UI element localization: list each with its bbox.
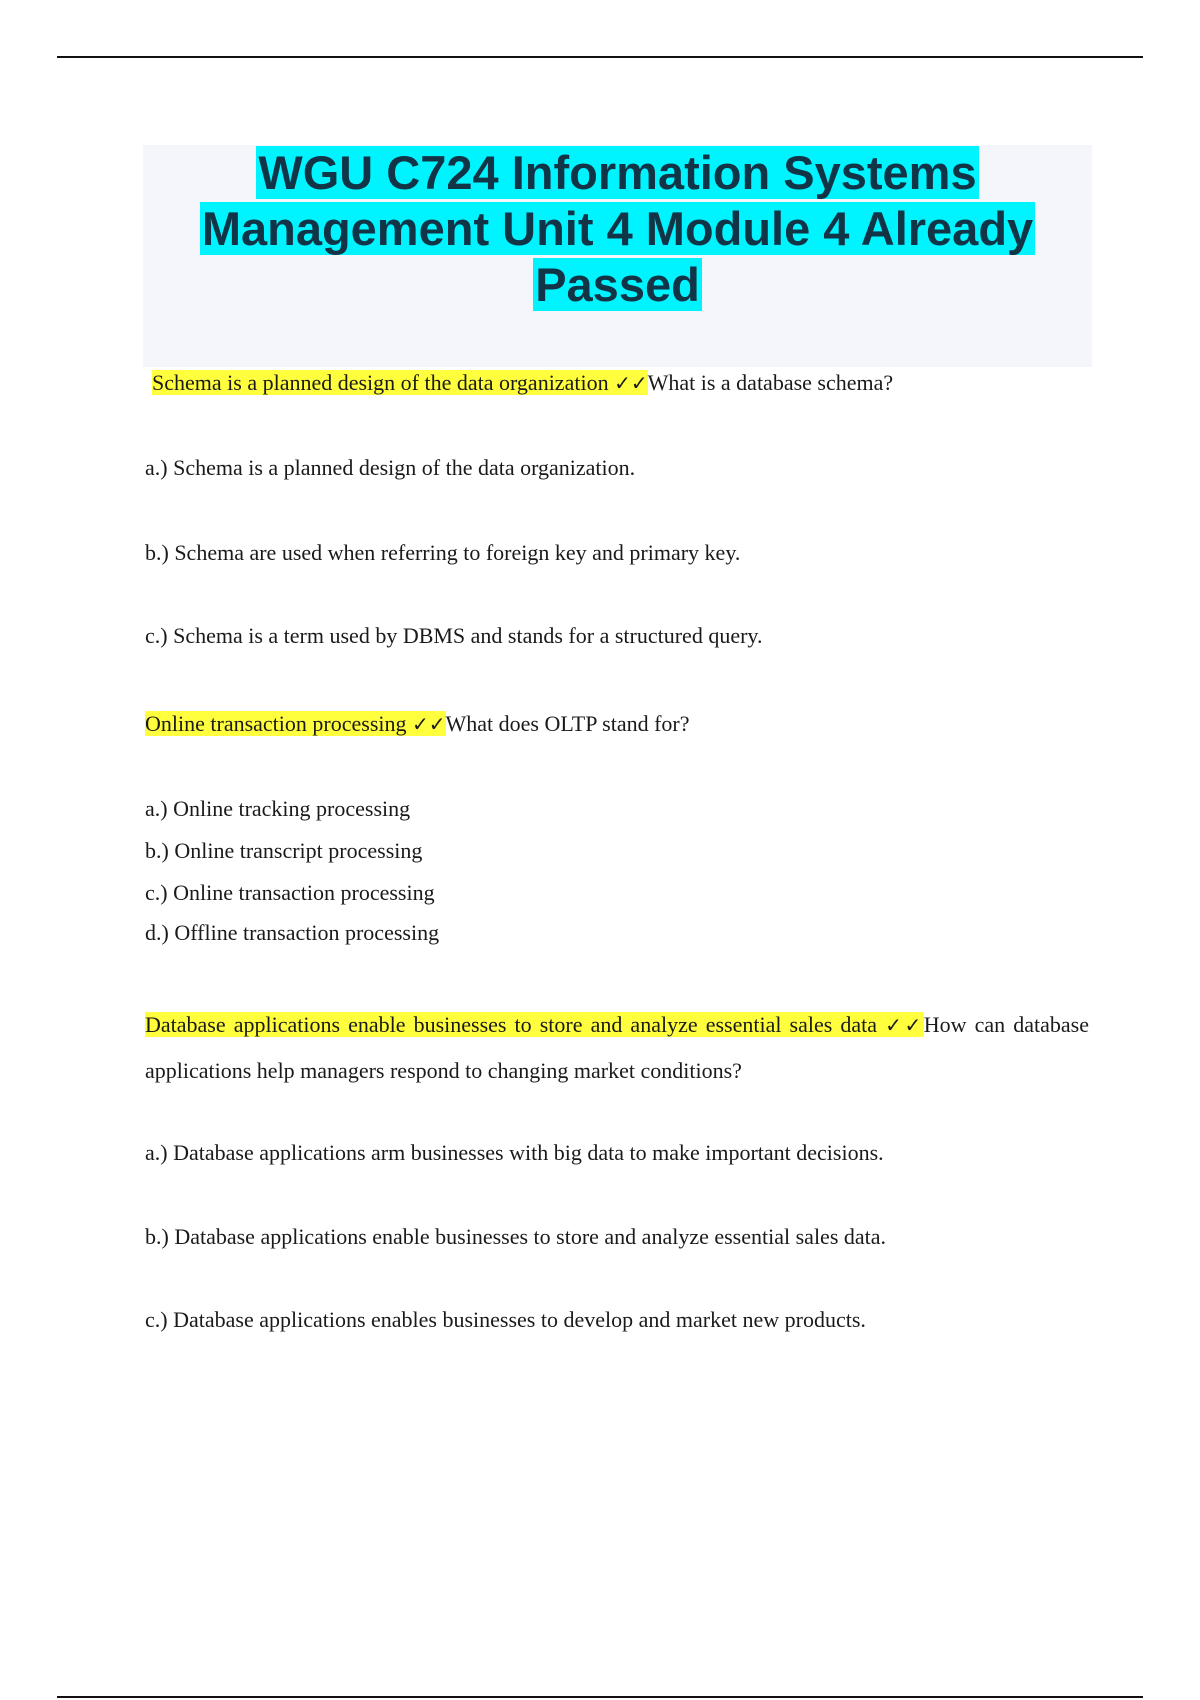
q1-option-b: b.) Schema are used when referring to foreign key and primary key.: [145, 540, 741, 565]
q2-option-b: b.) Online transcript processing: [145, 838, 423, 863]
q1-question: What is a database schema?: [647, 370, 894, 395]
q3-answer-highlight: [145, 1012, 924, 1037]
checkmark-icon: ✓✓: [412, 712, 446, 736]
q2-answer-highlight: [145, 711, 446, 736]
q1-heading: [152, 370, 893, 396]
q2-question: What does OLTP stand for?: [445, 711, 690, 736]
q2-option-d: d.) Offline transaction processing: [145, 920, 440, 945]
q2-option-a: a.) Online tracking processing: [145, 796, 411, 821]
q2-answer: Online transaction processing: [145, 711, 407, 736]
q1-answer-highlight: [152, 370, 648, 395]
q1-option-a: a.) Schema is a planned design of the data organization.: [145, 455, 636, 480]
q2-heading: [145, 711, 690, 737]
checkmark-icon: ✓✓: [614, 371, 648, 395]
header-rule: [57, 56, 1143, 58]
q3-answer: Database applications enable businesses to store and analyze essential sales data: [145, 1012, 878, 1037]
title-line-3: Passed: [535, 258, 700, 311]
q2-option-c: c.) Online transaction processing: [145, 880, 435, 905]
q3-option-a: a.) Database applications arm businesses with big data to make important decisions.: [145, 1140, 884, 1165]
checkmark-icon: ✓✓: [885, 1013, 924, 1037]
footer-rule: [57, 1696, 1143, 1698]
q3-option-c: c.) Database applications enables businesses to develop and market new products.: [145, 1307, 866, 1332]
title-line-2: Management Unit 4 Module 4 Already: [201, 202, 1034, 255]
q3-option-b: b.) Database applications enable businesses to store and analyze essential sales data.: [145, 1224, 887, 1249]
document-title: [143, 145, 1092, 313]
title-banner: [143, 145, 1092, 367]
q3-question: How can database applications help managers respond to changing market conditions?: [145, 1012, 1089, 1083]
q1-answer: Schema is a planned design of the data organization: [152, 370, 609, 395]
title-line-1: WGU C724 Information Systems: [258, 146, 977, 199]
q1-option-c: c.) Schema is a term used by DBMS and stands for a structured query.: [145, 623, 763, 648]
q3-heading: [145, 1002, 1089, 1093]
